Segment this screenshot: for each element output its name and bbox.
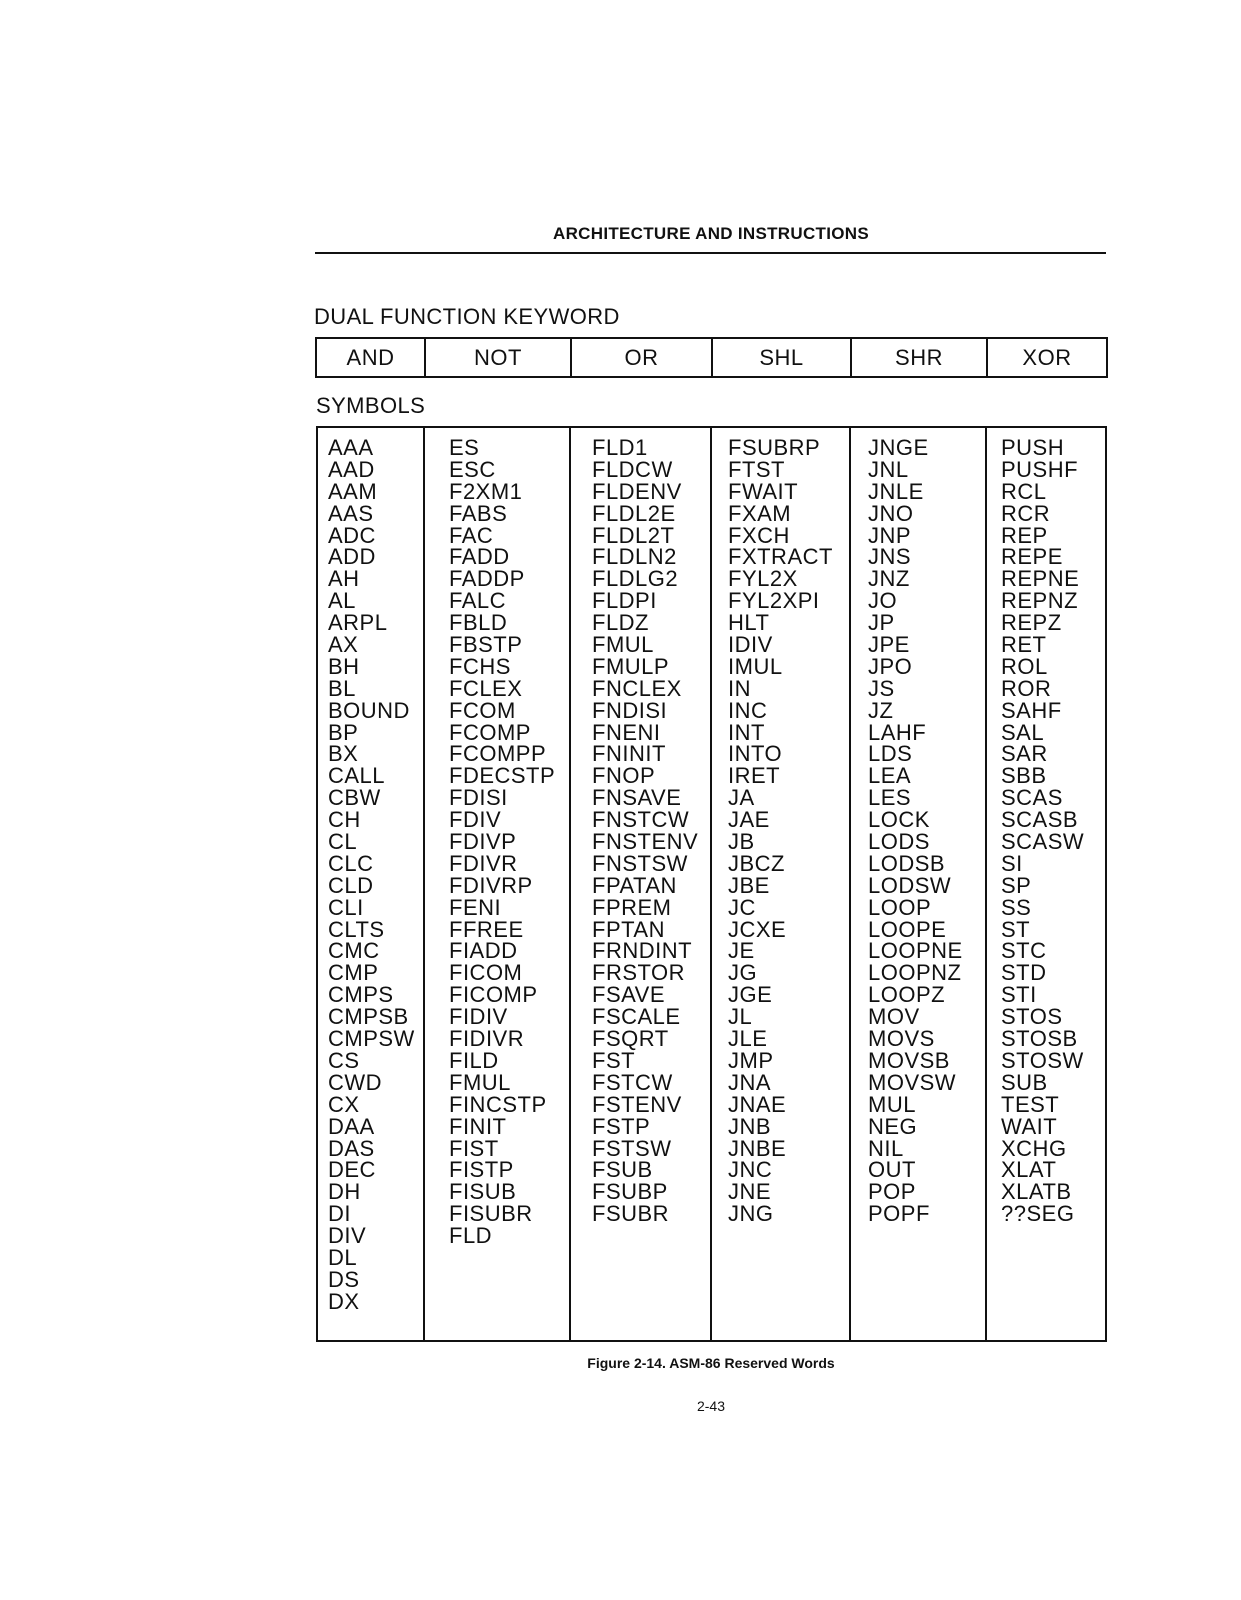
reserved-word: SCASB xyxy=(1001,807,1079,833)
reserved-word: BH xyxy=(328,653,360,679)
reserved-word: CBW xyxy=(328,785,381,811)
reserved-word: JBE xyxy=(728,872,770,898)
reserved-word: ESC xyxy=(449,456,496,482)
reserved-word: XLAT xyxy=(1001,1157,1057,1183)
reserved-word: LOOP xyxy=(868,894,932,920)
reserved-word: ROL xyxy=(1001,653,1048,679)
reserved-word: OUT xyxy=(868,1157,916,1183)
reserved-word: LODSW xyxy=(868,872,952,898)
reserved-word: STI xyxy=(1001,982,1037,1008)
reserved-word: CH xyxy=(328,807,361,833)
reserved-word: FPREM xyxy=(592,894,672,920)
reserved-word: FIDIV xyxy=(449,1004,508,1030)
reserved-word: LDS xyxy=(868,741,913,767)
reserved-word: F2XM1 xyxy=(449,478,523,504)
reserved-word: PUSH xyxy=(1001,435,1065,460)
reserved-word: SAHF xyxy=(1001,697,1062,723)
reserved-word: AAD xyxy=(328,456,375,482)
reserved-word: CLC xyxy=(328,850,374,876)
reserved-word: FICOM xyxy=(449,960,523,986)
reserved-word: LAHF xyxy=(868,719,927,745)
reserved-word: FBSTP xyxy=(449,632,523,658)
reserved-word: JNE xyxy=(728,1179,772,1205)
reserved-word: LEA xyxy=(868,763,912,789)
reserved-word: STOS xyxy=(1001,1004,1063,1030)
reserved-word: ROR xyxy=(1001,675,1052,701)
reserved-word: JNB xyxy=(728,1113,772,1139)
reserved-word: FFREE xyxy=(449,916,524,942)
reserved-word: FLDPI xyxy=(592,588,657,614)
reserved-word: REPE xyxy=(1001,544,1063,570)
reserved-word: FSUBR xyxy=(592,1201,670,1227)
symbols-column xyxy=(851,428,987,1340)
reserved-word: FICOMP xyxy=(449,982,538,1008)
keyword-cell: SHR xyxy=(851,338,987,377)
reserved-word: REP xyxy=(1001,522,1048,548)
reserved-word: XCHG xyxy=(1001,1135,1067,1161)
reserved-word: STD xyxy=(1001,960,1047,986)
reserved-word: CMPSB xyxy=(328,1004,409,1030)
reserved-word: ES xyxy=(449,435,480,460)
reserved-word: FLDCW xyxy=(592,456,673,482)
reserved-word: LOOPZ xyxy=(868,982,946,1008)
reserved-word: HLT xyxy=(728,610,770,636)
reserved-word: LES xyxy=(868,785,912,811)
reserved-word: FIDIVR xyxy=(449,1026,525,1052)
reserved-word: RCR xyxy=(1001,500,1051,526)
reserved-word: CS xyxy=(328,1047,360,1073)
reserved-word: FPTAN xyxy=(592,916,665,942)
keyword-cell: OR xyxy=(571,338,712,377)
keyword-cell: SHL xyxy=(712,338,851,377)
header-rule xyxy=(315,252,1106,254)
reserved-word: FNSTSW xyxy=(592,850,688,876)
reserved-word: JL xyxy=(728,1004,753,1030)
reserved-word: RET xyxy=(1001,632,1047,658)
reserved-word: FPATAN xyxy=(592,872,677,898)
dual-function-keyword-table xyxy=(315,337,1108,378)
reserved-word: SCAS xyxy=(1001,785,1063,811)
reserved-word: FCLEX xyxy=(449,675,523,701)
reserved-word: FYL2XPI xyxy=(728,588,820,614)
reserved-word: FST xyxy=(592,1047,636,1073)
reserved-word: ST xyxy=(1001,916,1031,942)
reserved-word: JNZ xyxy=(868,566,910,592)
reserved-word: FSQRT xyxy=(592,1026,669,1052)
symbols-column xyxy=(425,428,571,1340)
reserved-word: JNLE xyxy=(868,478,924,504)
reserved-word: AX xyxy=(328,632,359,658)
reserved-word: FSUBRP xyxy=(728,435,821,460)
reserved-word: FDECSTP xyxy=(449,763,556,789)
reserved-word: IRET xyxy=(728,763,781,789)
reserved-word: STOSW xyxy=(1001,1047,1084,1073)
reserved-word: IDIV xyxy=(728,632,773,658)
reserved-word: JNGE xyxy=(868,435,929,460)
reserved-word: FMUL xyxy=(449,1069,511,1095)
reserved-word: LOOPE xyxy=(868,916,947,942)
reserved-word: SBB xyxy=(1001,763,1047,789)
reserved-word: CLTS xyxy=(328,916,385,942)
reserved-word: ADD xyxy=(328,544,376,570)
reserved-word: JNP xyxy=(868,522,912,548)
reserved-word: JNBE xyxy=(728,1135,787,1161)
reserved-word: FLDLN2 xyxy=(592,544,677,570)
reserved-word: SS xyxy=(1001,894,1032,920)
reserved-word: FYL2X xyxy=(728,566,798,592)
reserved-word: FDIVRP xyxy=(449,872,533,898)
keyword-cell: AND xyxy=(316,338,425,377)
reserved-word: INC xyxy=(728,697,768,723)
reserved-word: JS xyxy=(868,675,895,701)
reserved-word: CALL xyxy=(328,763,386,789)
reserved-word: JCXE xyxy=(728,916,787,942)
reserved-word: FRNDINT xyxy=(592,938,693,964)
reserved-word: JPE xyxy=(868,632,910,658)
reserved-word: FILD xyxy=(449,1047,499,1073)
reserved-word: SUB xyxy=(1001,1069,1048,1095)
reserved-word: FINCSTP xyxy=(449,1091,547,1117)
reserved-word: FISUBR xyxy=(449,1201,533,1227)
reserved-word: CMPSW xyxy=(328,1026,415,1052)
reserved-word: SAR xyxy=(1001,741,1048,767)
keyword-cell: XOR xyxy=(987,338,1107,377)
symbols-column xyxy=(987,428,1105,1340)
reserved-word: DIV xyxy=(328,1223,367,1249)
reserved-word: DS xyxy=(328,1266,360,1292)
reserved-word: BL xyxy=(328,675,356,701)
reserved-word: FDISI xyxy=(449,785,508,811)
reserved-word: NIL xyxy=(868,1135,904,1161)
reserved-word: JB xyxy=(728,829,755,855)
reserved-word: TEST xyxy=(1001,1091,1060,1117)
reserved-word: FNSTCW xyxy=(592,807,690,833)
reserved-word: FIST xyxy=(449,1135,499,1161)
reserved-word: FNENI xyxy=(592,719,661,745)
reserved-word: ??SEG xyxy=(1001,1201,1075,1227)
reserved-word: FXCH xyxy=(728,522,790,548)
reserved-word: JNAE xyxy=(728,1091,787,1117)
reserved-word: JP xyxy=(868,610,895,636)
reserved-word: AAA xyxy=(328,435,374,460)
reserved-word: FDIVR xyxy=(449,850,518,876)
reserved-word: FWAIT xyxy=(728,478,799,504)
reserved-word: CMP xyxy=(328,960,379,986)
figure-caption: Figure 2-14. ASM-86 Reserved Words xyxy=(587,1355,835,1371)
reserved-word: LOOPNZ xyxy=(868,960,962,986)
reserved-word: IN xyxy=(728,675,751,701)
reserved-word: MOVSW xyxy=(868,1069,957,1095)
page-number: 2-43 xyxy=(696,1398,726,1414)
reserved-word: SAL xyxy=(1001,719,1045,745)
reserved-word: FMULP xyxy=(592,653,670,679)
reserved-word: MOVSB xyxy=(868,1047,950,1073)
running-header: ARCHITECTURE AND INSTRUCTIONS xyxy=(553,224,869,243)
reserved-word: ARPL xyxy=(328,610,388,636)
reserved-word: POP xyxy=(868,1179,916,1205)
reserved-word: CMC xyxy=(328,938,380,964)
reserved-word: REPNE xyxy=(1001,566,1080,592)
reserved-word: RCL xyxy=(1001,478,1047,504)
reserved-word: FBLD xyxy=(449,610,508,636)
reserved-word: FISTP xyxy=(449,1157,514,1183)
reserved-word: DI xyxy=(328,1201,351,1227)
reserved-word: JNA xyxy=(728,1069,772,1095)
reserved-word: FTST xyxy=(728,456,785,482)
reserved-word: JNG xyxy=(728,1201,774,1227)
reserved-word: FNCLEX xyxy=(592,675,682,701)
reserved-word: FNSTENV xyxy=(592,829,699,855)
reserved-word: FINIT xyxy=(449,1113,507,1139)
reserved-word: FRSTOR xyxy=(592,960,686,986)
reserved-word: FCHS xyxy=(449,653,511,679)
reserved-word: FABS xyxy=(449,500,508,526)
reserved-word: AL xyxy=(328,588,356,614)
reserved-word: FSTENV xyxy=(592,1091,682,1117)
reserved-word: BOUND xyxy=(328,697,410,723)
reserved-word: DH xyxy=(328,1179,361,1205)
reserved-word: CLI xyxy=(328,894,364,920)
reserved-word: ADC xyxy=(328,522,376,548)
symbols-column xyxy=(318,428,425,1340)
reserved-word: BX xyxy=(328,741,359,767)
reserved-word: SCASW xyxy=(1001,829,1085,855)
reserved-word: JMP xyxy=(728,1047,774,1073)
reserved-word: LOOPNE xyxy=(868,938,963,964)
reserved-word: FLDL2T xyxy=(592,522,675,548)
reserved-word: FNDISI xyxy=(592,697,668,723)
reserved-word: CX xyxy=(328,1091,360,1117)
reserved-word: JO xyxy=(868,588,898,614)
reserved-word: FENI xyxy=(449,894,502,920)
reserved-word: FADDP xyxy=(449,566,525,592)
reserved-word: FLD1 xyxy=(592,435,648,460)
reserved-word: STC xyxy=(1001,938,1047,964)
reserved-word: MOVS xyxy=(868,1026,935,1052)
reserved-word: JAE xyxy=(728,807,770,833)
reserved-word: PUSHF xyxy=(1001,456,1079,482)
reserved-word: CWD xyxy=(328,1069,383,1095)
reserved-word: INT xyxy=(728,719,765,745)
reserved-word: STOSB xyxy=(1001,1026,1078,1052)
reserved-word: JNS xyxy=(868,544,912,570)
reserved-word: FSUB xyxy=(592,1157,653,1183)
reserved-word: FDIV xyxy=(449,807,502,833)
reserved-word: FLDLG2 xyxy=(592,566,679,592)
reserved-word: WAIT xyxy=(1001,1113,1058,1139)
reserved-word: DL xyxy=(328,1244,358,1270)
reserved-word: FSTSW xyxy=(592,1135,672,1161)
reserved-word: JBCZ xyxy=(728,850,785,876)
reserved-word: FDIVP xyxy=(449,829,517,855)
reserved-word: FSCALE xyxy=(592,1004,681,1030)
reserved-word: FSAVE xyxy=(592,982,666,1008)
reserved-word: FCOMPP xyxy=(449,741,547,767)
dual-function-heading: DUAL FUNCTION KEYWORD xyxy=(314,304,620,329)
reserved-word: JG xyxy=(728,960,758,986)
reserved-word: SP xyxy=(1001,872,1032,898)
reserved-word: DAS xyxy=(328,1135,375,1161)
reserved-word: FALC xyxy=(449,588,507,614)
symbols-column xyxy=(712,428,851,1340)
reserved-word: DX xyxy=(328,1288,360,1314)
reserved-word: INTO xyxy=(728,741,783,767)
reserved-word: JE xyxy=(728,938,755,964)
reserved-word: LODSB xyxy=(868,850,946,876)
reserved-word: FMUL xyxy=(592,632,654,658)
reserved-word: JGE xyxy=(728,982,773,1008)
reserved-word: FLDL2E xyxy=(592,500,676,526)
reserved-word: FNSAVE xyxy=(592,785,682,811)
reserved-word: JNL xyxy=(868,456,909,482)
reserved-word: JNO xyxy=(868,500,914,526)
reserved-word: XLATB xyxy=(1001,1179,1072,1205)
symbols-table xyxy=(316,426,1107,1342)
dual-function-keyword-row xyxy=(316,338,1107,377)
reserved-word: CMPS xyxy=(328,982,394,1008)
reserved-word: JLE xyxy=(728,1026,768,1052)
reserved-word: FSTP xyxy=(592,1113,651,1139)
reserved-word: NEG xyxy=(868,1113,918,1139)
reserved-word: FNOP xyxy=(592,763,656,789)
reserved-word: LOCK xyxy=(868,807,930,833)
reserved-word: FISUB xyxy=(449,1179,517,1205)
reserved-word: AAM xyxy=(328,478,378,504)
reserved-word: IMUL xyxy=(728,653,783,679)
reserved-word: BP xyxy=(328,719,359,745)
reserved-word: FADD xyxy=(449,544,510,570)
reserved-word: JPO xyxy=(868,653,913,679)
reserved-word: AH xyxy=(328,566,360,592)
reserved-word: FXAM xyxy=(728,500,792,526)
reserved-word: JA xyxy=(728,785,755,811)
reserved-word: FNINIT xyxy=(592,741,666,767)
reserved-word: LODS xyxy=(868,829,930,855)
reserved-word: FAC xyxy=(449,522,494,548)
reserved-word: MUL xyxy=(868,1091,916,1117)
keyword-cell: NOT xyxy=(425,338,571,377)
reserved-word: FCOMP xyxy=(449,719,531,745)
symbols-heading: SYMBOLS xyxy=(316,393,426,418)
reserved-word: FLD xyxy=(449,1223,493,1249)
reserved-word: REPZ xyxy=(1001,610,1062,636)
reserved-word: JZ xyxy=(868,697,894,723)
reserved-word: DAA xyxy=(328,1113,375,1139)
reserved-word: FLDZ xyxy=(592,610,649,636)
reserved-word: CL xyxy=(328,829,358,855)
reserved-word: DEC xyxy=(328,1157,376,1183)
reserved-word: MOV xyxy=(868,1004,920,1030)
reserved-word: FLDENV xyxy=(592,478,682,504)
reserved-word: JC xyxy=(728,894,756,920)
reserved-word: AAS xyxy=(328,500,374,526)
symbols-column xyxy=(571,428,712,1340)
reserved-word: POPF xyxy=(868,1201,930,1227)
reserved-word: FIADD xyxy=(449,938,518,964)
reserved-word: REPNZ xyxy=(1001,588,1079,614)
reserved-word: FSUBP xyxy=(592,1179,668,1205)
reserved-word: SI xyxy=(1001,850,1023,876)
reserved-word: JNC xyxy=(728,1157,773,1183)
reserved-word: FXTRACT xyxy=(728,544,833,570)
reserved-word: FSTCW xyxy=(592,1069,673,1095)
reserved-word: FCOM xyxy=(449,697,516,723)
reserved-word: CLD xyxy=(328,872,374,898)
